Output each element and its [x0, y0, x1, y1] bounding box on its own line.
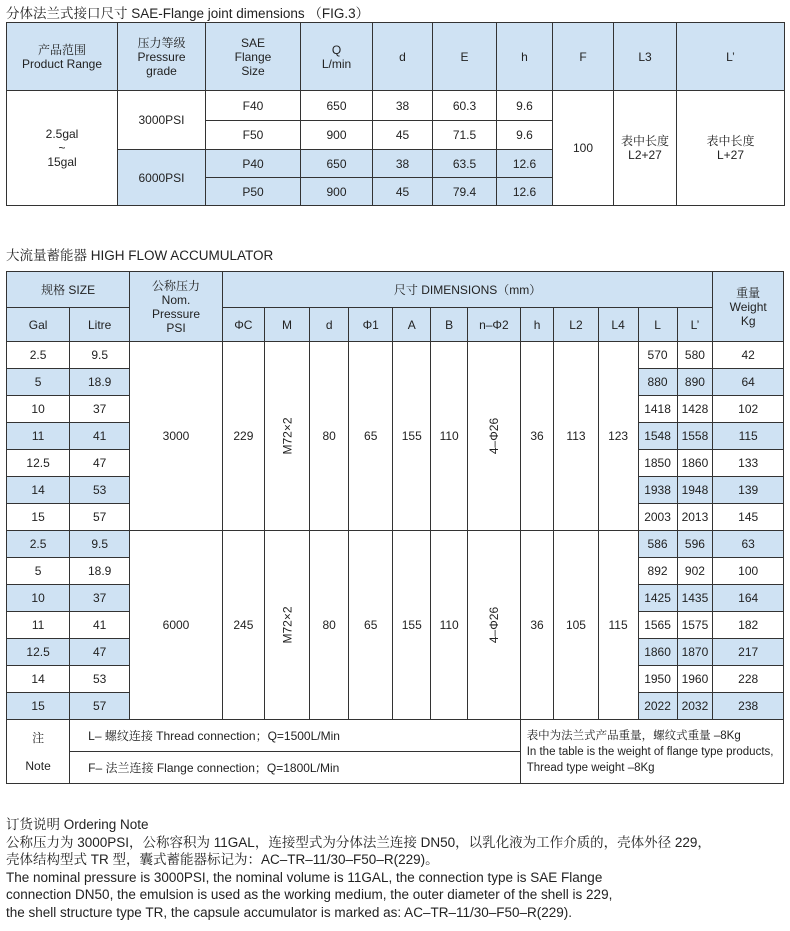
hf-litre: 41	[70, 612, 130, 639]
hf-a: 155	[393, 342, 431, 531]
high-flow-table	[6, 271, 784, 784]
hf-b: 110	[431, 531, 468, 720]
sae-size: F50	[206, 121, 301, 150]
sae-header-d: d	[373, 23, 433, 91]
sae-q: 900	[301, 121, 373, 150]
sae-header-e: E	[433, 23, 497, 91]
hf-litre: 47	[70, 639, 130, 666]
sae-header-grade: 压力等级 Pressure grade	[118, 23, 206, 91]
hf-m: M72×2	[264, 342, 309, 531]
hf-gal: 10	[7, 396, 70, 423]
hf-phi1: 65	[349, 531, 393, 720]
ordering-en-line: connection DN50, the emulsion is used as the working medium, the outer diameter of the shell is 229,	[6, 887, 613, 902]
hf-nphi2: 4–Φ26	[468, 342, 521, 531]
hf-header-l2: L2	[554, 308, 598, 342]
hf-kg: 217	[713, 639, 784, 666]
hf-kg: 228	[713, 666, 784, 693]
hf-header-phic: ΦC	[222, 308, 264, 342]
hf-pressure-3000: 3000	[130, 342, 223, 531]
hf-l: 880	[638, 369, 677, 396]
hf-litre: 37	[70, 396, 130, 423]
sae-header-lprime: L’	[677, 23, 785, 91]
ordering-title: 订货说明 Ordering Note	[6, 817, 149, 832]
hf-header-m: M	[264, 308, 309, 342]
hf-gal: 5	[7, 369, 70, 396]
hf-gal: 15	[7, 693, 70, 720]
sae-e: 60.3	[433, 91, 497, 121]
hf-lprime: 1870	[677, 639, 713, 666]
hf-lprime: 2032	[677, 693, 713, 720]
hf-lprime: 1435	[677, 585, 713, 612]
hf-lprime: 1860	[677, 450, 713, 477]
hf-litre: 18.9	[70, 558, 130, 585]
sae-size: P40	[206, 150, 301, 178]
hf-header-weight: 重量 Weight Kg	[713, 272, 784, 342]
hf-header-litre: Litre	[70, 308, 130, 342]
sae-header-size: SAE Flange Size	[206, 23, 301, 91]
sae-flange-table	[6, 22, 785, 206]
hf-l: 1565	[638, 612, 677, 639]
note-label: 注 Note	[7, 720, 70, 784]
sae-d: 38	[373, 91, 433, 121]
note-flange-connection: F– 法兰连接 Flange connection；Q=1800L/Min	[70, 752, 521, 784]
sae-d: 45	[373, 178, 433, 206]
hf-lprime: 1575	[677, 612, 713, 639]
hf-lprime: 1558	[677, 423, 713, 450]
hf-kg: 64	[713, 369, 784, 396]
hf-kg: 139	[713, 477, 784, 504]
hf-header-dimensions: 尺寸 DIMENSIONS（mm）	[222, 272, 713, 308]
hf-phic: 229	[222, 342, 264, 531]
hf-title: 大流量蓄能器 HIGH FLOW ACCUMULATOR	[6, 248, 274, 263]
hf-lprime: 2013	[677, 504, 713, 531]
hf-kg: 238	[713, 693, 784, 720]
hf-header-d: d	[310, 308, 349, 342]
hf-lprime: 1960	[677, 666, 713, 693]
hf-header-l: L	[638, 308, 677, 342]
sae-l3-value: 表中长度 L2+27	[614, 91, 677, 206]
hf-litre: 9.5	[70, 531, 130, 558]
hf-kg: 100	[713, 558, 784, 585]
hf-kg: 102	[713, 396, 784, 423]
hf-lprime: 1948	[677, 477, 713, 504]
hf-litre: 57	[70, 504, 130, 531]
hf-l: 1860	[638, 639, 677, 666]
hf-litre: 9.5	[70, 342, 130, 369]
sae-header-range: 产品范围 Product Range	[7, 23, 118, 91]
hf-l4: 123	[598, 342, 638, 531]
hf-gal: 2.5	[7, 531, 70, 558]
hf-kg: 115	[713, 423, 784, 450]
sae-d: 38	[373, 150, 433, 178]
hf-nphi2: 4–Φ26	[468, 531, 521, 720]
note-thread-connection: L– 螺纹连接 Thread connection；Q=1500L/Min	[70, 720, 521, 752]
sae-range-cell: 2.5gal ~ 15gal	[7, 91, 118, 206]
sae-header-h: h	[497, 23, 553, 91]
hf-gal: 11	[7, 612, 70, 639]
hf-kg: 182	[713, 612, 784, 639]
hf-l: 1850	[638, 450, 677, 477]
sae-size: F40	[206, 91, 301, 121]
sae-h: 9.6	[497, 91, 553, 121]
hf-lprime: 1428	[677, 396, 713, 423]
hf-litre: 37	[70, 585, 130, 612]
hf-phi1: 65	[349, 342, 393, 531]
sae-size: P50	[206, 178, 301, 206]
hf-litre: 47	[70, 450, 130, 477]
hf-lprime: 596	[677, 531, 713, 558]
hf-l2: 105	[554, 531, 598, 720]
hf-l: 586	[638, 531, 677, 558]
hf-l: 2022	[638, 693, 677, 720]
hf-l4: 115	[598, 531, 638, 720]
hf-header-nphi2: n–Φ2	[468, 308, 521, 342]
hf-gal: 11	[7, 423, 70, 450]
hf-kg: 42	[713, 342, 784, 369]
hf-header-phi1: Φ1	[349, 308, 393, 342]
hf-header-gal: Gal	[7, 308, 70, 342]
hf-phic: 245	[222, 531, 264, 720]
hf-h: 36	[520, 342, 554, 531]
sae-header-q: Q L/min	[301, 23, 373, 91]
hf-l: 1950	[638, 666, 677, 693]
hf-header-h: h	[520, 308, 554, 342]
sae-grade-3000: 3000PSI	[118, 91, 206, 150]
hf-l: 892	[638, 558, 677, 585]
hf-d: 80	[310, 342, 349, 531]
hf-l: 1938	[638, 477, 677, 504]
hf-header-a: A	[393, 308, 431, 342]
sae-q: 650	[301, 91, 373, 121]
hf-header-size: 规格 SIZE	[7, 272, 130, 308]
sae-h: 12.6	[497, 150, 553, 178]
hf-gal: 10	[7, 585, 70, 612]
hf-litre: 53	[70, 477, 130, 504]
ordering-en-line: the shell structure type TR, the capsule accumulator is marked as: AC–TR–11/30–F50–R(229).	[6, 904, 573, 920]
sae-title: 分体法兰式接口尺寸 SAE-Flange joint dimensions （FIG.3）	[6, 6, 370, 21]
hf-kg: 164	[713, 585, 784, 612]
hf-h: 36	[520, 531, 554, 720]
sae-e: 79.4	[433, 178, 497, 206]
ordering-en-line: The nominal pressure is 3000PSI, the nominal volume is 11GAL, the connection type is SAE Flange	[6, 869, 603, 885]
hf-kg: 145	[713, 504, 784, 531]
hf-pressure-6000: 6000	[130, 531, 223, 720]
sae-e: 63.5	[433, 150, 497, 178]
hf-gal: 2.5	[7, 342, 70, 369]
sae-h: 9.6	[497, 121, 553, 150]
hf-l: 1418	[638, 396, 677, 423]
note-weight: 表中为法兰式产品重量，螺纹式重量 –8Kg In the table is the weight of flange type products, Thread type weight –8Kg	[520, 720, 783, 784]
hf-litre: 57	[70, 693, 130, 720]
hf-litre: 53	[70, 666, 130, 693]
sae-e: 71.5	[433, 121, 497, 150]
sae-header-f: F	[553, 23, 614, 91]
hf-b: 110	[431, 342, 468, 531]
hf-l2: 113	[554, 342, 598, 531]
sae-q: 900	[301, 178, 373, 206]
hf-d: 80	[310, 531, 349, 720]
hf-l: 1548	[638, 423, 677, 450]
hf-kg: 133	[713, 450, 784, 477]
hf-header-lprime: L’	[677, 308, 713, 342]
hf-litre: 18.9	[70, 369, 130, 396]
hf-gal: 14	[7, 666, 70, 693]
sae-lprime-value: 表中长度 L+27	[677, 91, 785, 206]
ordering-note	[6, 816, 786, 921]
hf-l: 570	[638, 342, 677, 369]
sae-header-l3: L3	[614, 23, 677, 91]
hf-header-b: B	[431, 308, 468, 342]
ordering-cn-line: 壳体结构型式 TR 型，囊式蓄能器标记为：AC–TR–11/30–F50–R(229)。	[6, 852, 439, 867]
sae-d: 45	[373, 121, 433, 150]
hf-litre: 41	[70, 423, 130, 450]
ordering-cn-line: 公称压力为 3000PSI，公称容积为 11GAL，连接型式为分体法兰连接 DN50，以乳化液为工作介质的，壳体外径 229，	[6, 834, 711, 850]
hf-gal: 5	[7, 558, 70, 585]
sae-f-value: 100	[553, 91, 614, 206]
sae-grade-6000: 6000PSI	[118, 150, 206, 206]
hf-gal: 14	[7, 477, 70, 504]
hf-header-pressure: 公称压力 Nom. Pressure PSI	[130, 272, 223, 342]
hf-a: 155	[393, 531, 431, 720]
hf-gal: 12.5	[7, 639, 70, 666]
hf-m: M72×2	[264, 531, 309, 720]
hf-header-l4: L4	[598, 308, 638, 342]
hf-lprime: 902	[677, 558, 713, 585]
hf-gal: 15	[7, 504, 70, 531]
hf-gal: 12.5	[7, 450, 70, 477]
hf-l: 2003	[638, 504, 677, 531]
sae-q: 650	[301, 150, 373, 178]
hf-lprime: 890	[677, 369, 713, 396]
sae-h: 12.6	[497, 178, 553, 206]
hf-lprime: 580	[677, 342, 713, 369]
hf-kg: 63	[713, 531, 784, 558]
hf-l: 1425	[638, 585, 677, 612]
